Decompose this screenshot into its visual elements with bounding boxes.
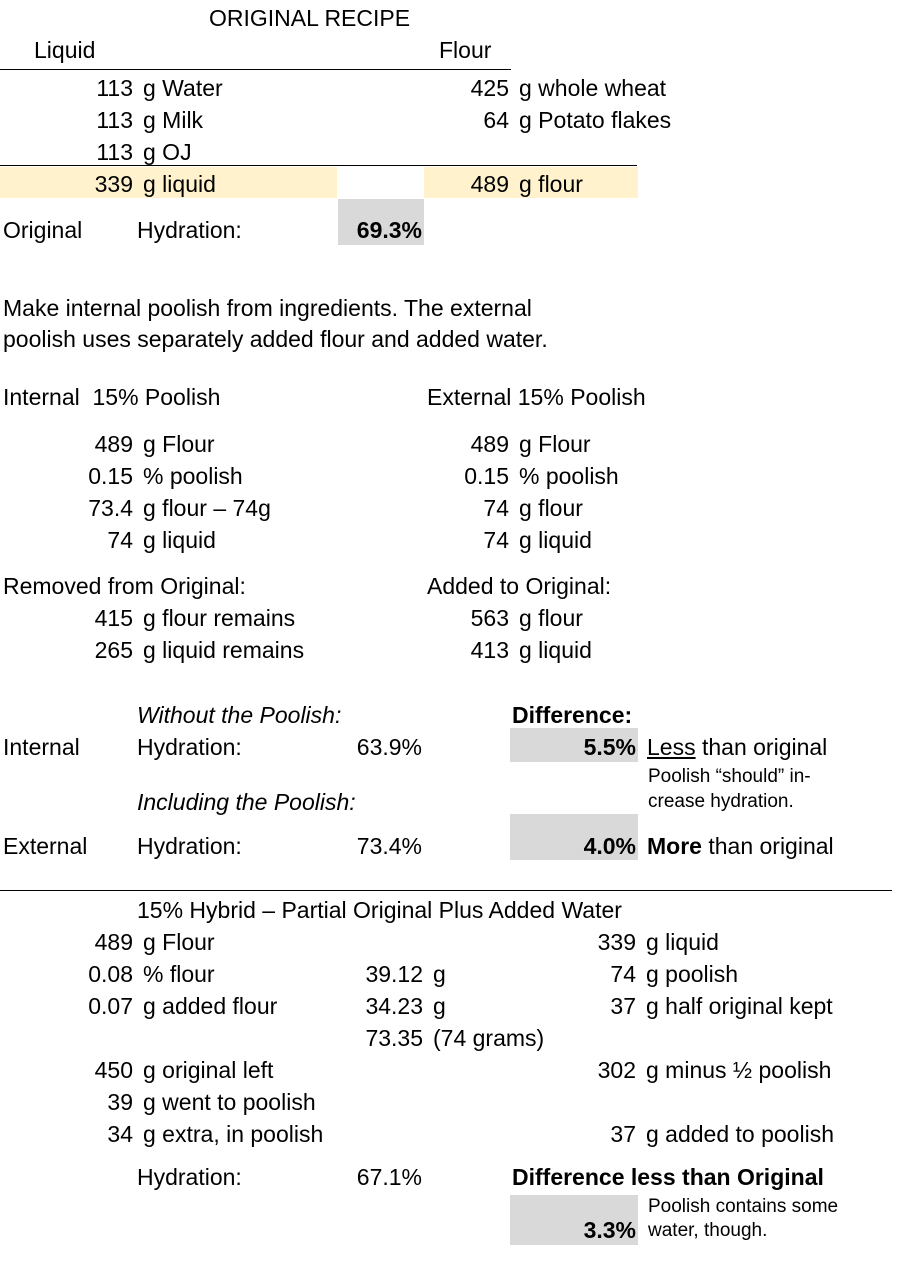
internal-note: Poolish “should” in- (648, 766, 811, 787)
original-hydration-value: 69.3% (356, 217, 422, 243)
hybrid-right-qty: 339 (597, 929, 636, 955)
liquid-label: g OJ (143, 139, 192, 165)
without-poolish-label: Without the Poolish: (137, 702, 342, 728)
hybrid-right-qty: 302 (597, 1057, 636, 1083)
external-row-label: External (3, 833, 88, 859)
internal-hydration-label: Hydration: (137, 734, 242, 760)
hybrid-left2-label: g original left (143, 1057, 274, 1083)
internal-qty: 489 (94, 431, 133, 457)
internal-qty: 74 (107, 527, 133, 553)
hybrid-mid-qty: 34.23 (365, 993, 423, 1019)
original-hydration-label: Hydration: (137, 217, 242, 243)
liquid-header: Liquid (34, 37, 96, 63)
internal-diff-value: 5.5% (583, 734, 636, 760)
hybrid-left-qty: 0.07 (88, 993, 133, 1019)
hybrid-left-qty: 0.08 (88, 961, 133, 987)
internal-diff-rest: than original (695, 734, 828, 760)
hybrid-divider (0, 890, 892, 891)
liquid-qty: 113 (96, 75, 133, 101)
liquid-label: g Water (143, 75, 223, 101)
hybrid-left2-qty: 450 (94, 1057, 133, 1083)
internal-hydration-value: 63.9% (356, 734, 422, 760)
internal-diff-text (647, 731, 827, 763)
hybrid-left2-qty: 34 (107, 1121, 133, 1147)
external-poolish-title: External 15% Poolish (427, 384, 646, 410)
hybrid-left-qty: 489 (94, 929, 133, 955)
external-qty: 74 (483, 495, 509, 521)
internal-label: g liquid (143, 527, 216, 553)
hybrid-difference-label: Difference less than Original (512, 1164, 824, 1190)
external-diff-word: More (647, 833, 702, 859)
removed-qty: 415 (94, 605, 133, 631)
external-qty: 74 (483, 527, 509, 553)
hybrid-right-qty: 37 (610, 1121, 636, 1147)
internal-poolish-title: Internal 15% Poolish (3, 384, 221, 410)
hybrid-diff-value: 3.3% (583, 1217, 636, 1243)
external-label: g flour (519, 495, 583, 521)
hybrid-left-label: g added flour (143, 993, 278, 1019)
hybrid-left2-label: g went to poolish (143, 1089, 316, 1115)
hybrid-title: 15% Hybrid – Partial Original Plus Added Water (137, 897, 622, 923)
hybrid-left-label: g Flour (143, 929, 215, 955)
hybrid-hydration-label: Hydration: (137, 1164, 242, 1190)
flour-label: g whole wheat (519, 75, 667, 101)
including-poolish-label: Including the Poolish: (137, 789, 356, 815)
original-row-label: Original (3, 217, 83, 243)
external-label: g liquid (519, 527, 592, 553)
hybrid-right-label: g poolish (646, 961, 739, 987)
total-flour-qty: 489 (470, 171, 509, 197)
intro-line: Make internal poolish from ingredients. The external (3, 295, 532, 321)
hybrid-right-label: g added to poolish (646, 1121, 834, 1147)
external-qty: 0.15 (464, 463, 509, 489)
internal-label: g flour – 74g (143, 495, 271, 521)
recipe-title: ORIGINAL RECIPE (209, 5, 411, 31)
external-diff-rest: than original (701, 833, 834, 859)
flour-header: Flour (439, 37, 492, 63)
removed-label: g liquid remains (143, 637, 305, 663)
added-qty: 563 (470, 605, 509, 631)
external-diff-text (647, 830, 834, 862)
internal-qty: 0.15 (88, 463, 133, 489)
liquid-qty: 113 (96, 139, 133, 165)
hybrid-mid-label: (74 grams) (433, 1025, 545, 1051)
internal-label: % poolish (143, 463, 243, 489)
hybrid-left2-qty: 39 (107, 1089, 133, 1115)
total-liquid-qty: 339 (94, 171, 133, 197)
difference-label: Difference: (512, 702, 633, 728)
hybrid-right-label: g half original kept (646, 993, 833, 1019)
added-qty: 413 (470, 637, 509, 663)
total-liquid-label: g liquid (143, 171, 216, 197)
flour-qty: 64 (483, 107, 509, 133)
hybrid-right-label: g minus ½ poolish (646, 1057, 832, 1083)
hybrid-mid-label: g (433, 961, 446, 987)
external-hydration-label: Hydration: (137, 833, 242, 859)
internal-qty: 73.4 (88, 495, 133, 521)
intro-line: poolish uses separately added flour and added water. (3, 326, 548, 352)
hybrid-right-qty: 74 (610, 961, 636, 987)
hybrid-mid-qty: 73.35 (365, 1025, 423, 1051)
totals-divider (0, 165, 637, 166)
hybrid-mid-qty: 39.12 (365, 961, 423, 987)
external-qty: 489 (470, 431, 509, 457)
liquid-qty: 113 (96, 107, 133, 133)
flour-label: g Potato flakes (519, 107, 672, 133)
hybrid-note: Poolish contains some (648, 1196, 839, 1217)
liquid-label: g Milk (143, 107, 204, 133)
removed-title: Removed from Original: (3, 573, 246, 599)
hybrid-left-label: % flour (143, 961, 215, 987)
hybrid-left2-label: g extra, in poolish (143, 1121, 324, 1147)
hybrid-note: water, though. (648, 1220, 768, 1241)
internal-diff-word: Less (647, 734, 696, 760)
internal-note: crease hydration. (648, 791, 794, 812)
hybrid-right-label: g liquid (646, 929, 719, 955)
internal-label: g Flour (143, 431, 215, 457)
internal-row-label: Internal (3, 734, 80, 760)
hybrid-hydration-value: 67.1% (356, 1164, 422, 1190)
header-divider (0, 69, 511, 70)
removed-label: g flour remains (143, 605, 296, 631)
added-title: Added to Original: (427, 573, 612, 599)
hybrid-right-qty: 37 (610, 993, 636, 1019)
external-label: % poolish (519, 463, 619, 489)
flour-qty: 425 (470, 75, 509, 101)
external-label: g Flour (519, 431, 591, 457)
external-diff-value: 4.0% (583, 833, 636, 859)
added-label: g liquid (519, 637, 592, 663)
removed-qty: 265 (94, 637, 133, 663)
external-hydration-value: 73.4% (356, 833, 422, 859)
added-label: g flour (519, 605, 583, 631)
total-flour-label: g flour (519, 171, 583, 197)
hybrid-mid-label: g (433, 993, 446, 1019)
